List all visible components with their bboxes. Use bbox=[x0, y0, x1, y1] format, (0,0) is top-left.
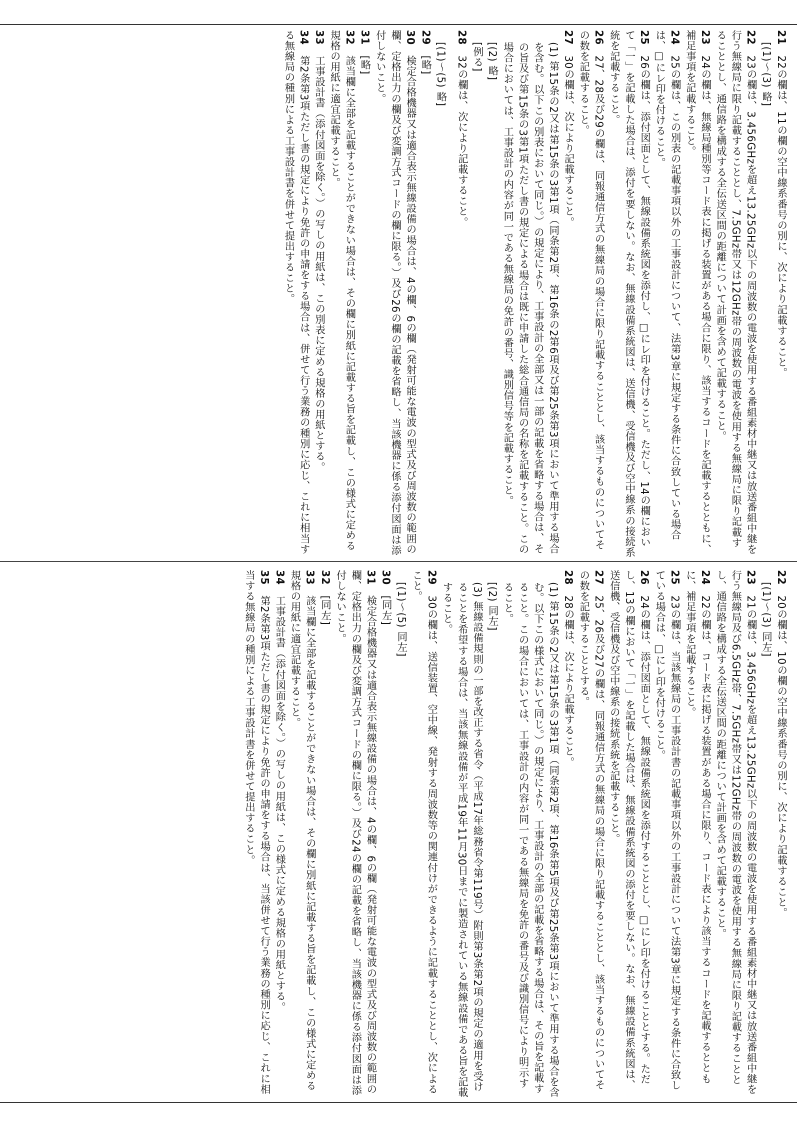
sub-clause bbox=[432, 42, 447, 558]
clause-text: [同左] bbox=[318, 595, 330, 626]
numbered-clause bbox=[606, 30, 652, 558]
clause-number: 22 bbox=[775, 570, 786, 596]
numbered-clause bbox=[712, 30, 758, 558]
clause-number: 21 bbox=[775, 30, 786, 56]
numbered-clause bbox=[326, 30, 356, 558]
clause-text: 32の欄は、次により記載すること。 bbox=[455, 55, 467, 228]
clause-number: 25 bbox=[638, 30, 650, 56]
numbered-clause bbox=[417, 30, 432, 558]
clause-text: 30の欄は、送信装置、空中線、発射する周波数等の関連付けができるように記載することとし、次によること。 bbox=[410, 570, 437, 1095]
clause-text: (1) 第15条の2又は第15条の3第1項（同条第2項、第16条第5項及び第25条第3項において準用する場合を含む。以下この様式において同じ。）の規定により、工事設計の全部の記載を省略する場合は、その旨を記載すること。この場合においては、工事設計の内容が同一である無線局を免許の番号及び識別信号により明示すること。 bbox=[501, 582, 558, 1098]
numbered-clause bbox=[682, 570, 712, 1098]
clause-number: 29 bbox=[419, 30, 431, 56]
clause-text: 25、26及び27の欄は、同報通信方式の無線局の場合に限り記載することとし、該当するものについてその数を記載することとする。 bbox=[577, 570, 604, 1091]
numbered-clause bbox=[372, 30, 418, 558]
clause-number: 35 bbox=[258, 570, 270, 596]
numbered-clause bbox=[773, 570, 788, 1098]
clause-text: 28の欄は、次により記載すること。 bbox=[562, 595, 574, 768]
clause-number: 28 bbox=[562, 570, 574, 596]
numbered-clause bbox=[454, 30, 469, 558]
clause-text: 23の欄は、3.456GHzを超え13.25GHz以下の周波数の電波を使用する番組素材中継又は放送番組中継を行う無線局に限り記載することとし、7.5GHz帯又は12GHz帯の周波数の電波を使用する無線局に限り記載することとし、通信路を構成する全伝送区間の距離について計画を含めて記載すること。 bbox=[714, 30, 756, 555]
clause-text: [略] bbox=[419, 55, 431, 75]
numbered-clause bbox=[317, 570, 332, 1098]
clause-number: 24 bbox=[668, 30, 680, 56]
clause-text: (1) 第15条の2又は第15条の3第1項（同条第2項、第16条の2第6項及び第25条第3項において準用する場合を含む。以下この別表において同じ。）の規定により、工事設計の全部又は一部の記載を省略する場合は、その旨及び第15条の3第1項ただし書の規定による場合は既に申請した総合通信局の名称を記載すること。この場合においては、工事設計の内容が同一である無線局の免許の番号、識別信号等を記載すること。 bbox=[501, 42, 558, 555]
clause-text: 該当欄に全部を記載することができない場合は、その欄に別紙に記載する旨を記載し、この様式に定める規格の用紙に適宜記載すること。 bbox=[328, 30, 355, 552]
clause-text: [(1)〜(3) 略] bbox=[759, 42, 771, 107]
clause-text: 該当欄に全部を記載することができない場合は、その欄に別紙に記載する旨を記載し、この様式に定める規格の用紙に適宜記載すること。 bbox=[288, 570, 315, 1092]
numbered-clause bbox=[575, 30, 605, 558]
current-text-panel bbox=[12, 570, 788, 1098]
sub-clause bbox=[484, 582, 499, 1098]
middle-rule bbox=[0, 561, 797, 562]
numbered-clause bbox=[575, 570, 605, 1098]
numbered-clause bbox=[712, 570, 758, 1098]
clause-text: [(1)〜(5) 同左] bbox=[394, 582, 406, 658]
numbered-clause bbox=[356, 30, 371, 558]
numbered-clause bbox=[311, 30, 326, 558]
clause-text: [(2) 同左] bbox=[486, 582, 498, 632]
numbered-clause bbox=[241, 570, 271, 1098]
clause-text: 検定合格機器又は適合表示無線設備の場合は、4の欄、6の欄（発射可能な電波の型式及び周波数の範囲の欄、定格出力の欄及び変調方式コードの欄に限る。）及び26の欄の記載を省略し、当該機器に係る添付図面は添付しないこと。 bbox=[373, 30, 416, 556]
numbered-clause bbox=[271, 570, 286, 1098]
numbered-clause bbox=[560, 30, 575, 558]
sub-clause bbox=[393, 582, 408, 1098]
clause-number: 29 bbox=[425, 570, 437, 596]
clause-text: 第2条第3項ただし書の規定により免許の申請をする場合は、併せて行う業務の種別に応じ、これに相当する無線局の種別による工事設計書を併せて提出すること。 bbox=[282, 30, 309, 555]
clause-number: 34 bbox=[273, 570, 285, 596]
clause-text: 24の欄は、無線局種別等コード表に掲げる装置がある場合に限り、該当するコードを記載するとともに、補足事項を記載すること。 bbox=[683, 30, 710, 555]
revised-text-panel bbox=[12, 30, 788, 558]
clause-number: 27 bbox=[562, 30, 574, 56]
sub-clause bbox=[438, 582, 484, 1098]
clause-text: 21の欄は、3.456GHzを超え13.25GHz以下の周波数の電波を使用する番組素材中継又は放送番組中継を行う無線局及び6.5GHz帯、7.5GHz帯又は12GHz帯の周波数の電波を使用する無線局に限り記載することとし、通信路を構成する全伝送区間の距離について計画を含めて記載すること。 bbox=[714, 570, 756, 1095]
numbered-clause bbox=[682, 30, 712, 558]
clause-text: [(1)〜(3) 同左] bbox=[759, 582, 771, 658]
clause-text: [略] bbox=[358, 55, 370, 75]
clause-number: 27 bbox=[592, 570, 604, 596]
sub-clause bbox=[758, 582, 773, 1098]
clause-number: 34 bbox=[297, 30, 309, 56]
clause-number: 31 bbox=[364, 570, 376, 596]
numbered-clause bbox=[606, 570, 652, 1098]
clause-number: 26 bbox=[638, 570, 650, 596]
sub-clause bbox=[499, 42, 560, 558]
clause-text: [(1)〜(5) 略] bbox=[434, 42, 446, 107]
clause-number: 33 bbox=[312, 30, 324, 56]
clause-number: 26 bbox=[592, 30, 604, 56]
clause-number: 30 bbox=[379, 570, 391, 596]
numbered-clause bbox=[408, 570, 438, 1098]
clause-number: 31 bbox=[358, 30, 370, 56]
numbered-clause bbox=[280, 30, 310, 558]
clause-text: [例る] bbox=[470, 42, 482, 72]
clause-text: 25の欄は、この別表の記載事項以外の工事設計について、法第3章に規定する条件に合致している場合は、□にレ印を付けること。 bbox=[653, 30, 680, 541]
clause-text: 第2条第3項ただし書の規定により免許の申請をする場合は、当該併せて行う業務の種別に応じ、これに相当する無線局の種別による工事設計書を併せて提出すること。 bbox=[242, 570, 270, 1095]
numbered-clause bbox=[378, 570, 393, 1098]
clause-number: 28 bbox=[455, 30, 467, 56]
clause-text: 検定合格機器又は適合表示無線設備の場合は、4の欄、6の欄（発射可能な電波の型式及び周波数の範囲の欄、定格出力の欄及び変調方式コードの欄に限る。）及び24の欄の記載を省略し、当該機器に係る添付図面は添付しないこと。 bbox=[334, 570, 376, 1096]
sub-clause bbox=[758, 42, 773, 558]
clause-number: 25 bbox=[668, 570, 680, 596]
clause-text: 26の欄は、添付図面として、無線設備系統図を添付し、□にレ印を付けること。ただし、14の欄において「一」を記載した場合は、添付を要しない。なお、無線設備系統図は、送信機、受信機及び空中線系の接続系統を記載すること。 bbox=[607, 30, 650, 558]
clause-text: 27、28及び29の欄は、同報通信方式の無線局の場合に限り記載することとし、該当するものについてその数を記載すること。 bbox=[577, 30, 604, 551]
clause-number: 22 bbox=[744, 30, 756, 56]
clause-text: 24の欄は、添付図面として、無線設備系統図を添付することとし、□にレ印を付けることとする。ただし、13の欄において「一」を記載した場合は、無線設備系統図の添付を要しない。なお、無線設備系統図は、送信機、受信機及び空中線系の接続系統を記載すること。 bbox=[607, 570, 650, 1091]
clause-text: 30の欄は、次により記載すること。 bbox=[562, 55, 574, 228]
numbered-clause bbox=[651, 30, 681, 558]
numbered-clause bbox=[651, 570, 681, 1098]
numbered-clause bbox=[773, 30, 788, 558]
clause-text: 23の欄は、当該無線局の工事設計書の記載事項以外の工事設計について法第3章に規定する条件に合致している場合は、□にレ印を付けること。 bbox=[653, 570, 680, 1091]
clause-text: 22の欄は、コード表に掲げる装置がある場合に限り、コード表により該当するコードを記載するとともに、補足事項を記載すること。 bbox=[683, 570, 710, 1084]
clause-number: 24 bbox=[698, 570, 710, 596]
clause-text: [(2) 略] bbox=[486, 42, 498, 81]
clause-text: [同左] bbox=[379, 595, 391, 626]
clause-number: 32 bbox=[318, 570, 330, 596]
clause-number: 30 bbox=[404, 30, 416, 56]
clause-text: 工事設計書（添付図面を除く。）の写しの用紙は、この別表に定める規格の用紙とする。 bbox=[312, 55, 324, 473]
clause-number: 32 bbox=[343, 30, 355, 56]
numbered-clause bbox=[286, 570, 316, 1098]
bottom-rule bbox=[0, 1102, 797, 1103]
clause-number: 33 bbox=[303, 570, 315, 596]
clause-text: 工事設計書（添付図面を除く。）の写しの用紙は、この様式に定める規格の用紙とする。 bbox=[273, 595, 285, 1013]
clause-number: 23 bbox=[698, 30, 710, 56]
numbered-clause bbox=[560, 570, 575, 1098]
clause-text: (3) 無線設備規則の一部を改正する省令（平成17年総務省令第119号）附則第3条第2項の規定の適用を受けることを希望する場合は、当該無線設備が平成19年11月30日までに製造されている無線設備である旨を記載すること。 bbox=[440, 582, 482, 1098]
clause-number: 23 bbox=[744, 570, 756, 596]
sub-clause bbox=[499, 582, 560, 1098]
numbered-clause bbox=[332, 570, 378, 1098]
top-rule bbox=[0, 24, 797, 25]
sub-clause bbox=[484, 42, 499, 558]
clause-text: 22の欄は、11の欄の空中線系番号の別に、次により記載すること。 bbox=[775, 55, 786, 379]
sub-clause bbox=[469, 42, 484, 558]
clause-text: 20の欄は、10の欄の空中線系番号の別に、次により記載すること。 bbox=[775, 595, 786, 919]
